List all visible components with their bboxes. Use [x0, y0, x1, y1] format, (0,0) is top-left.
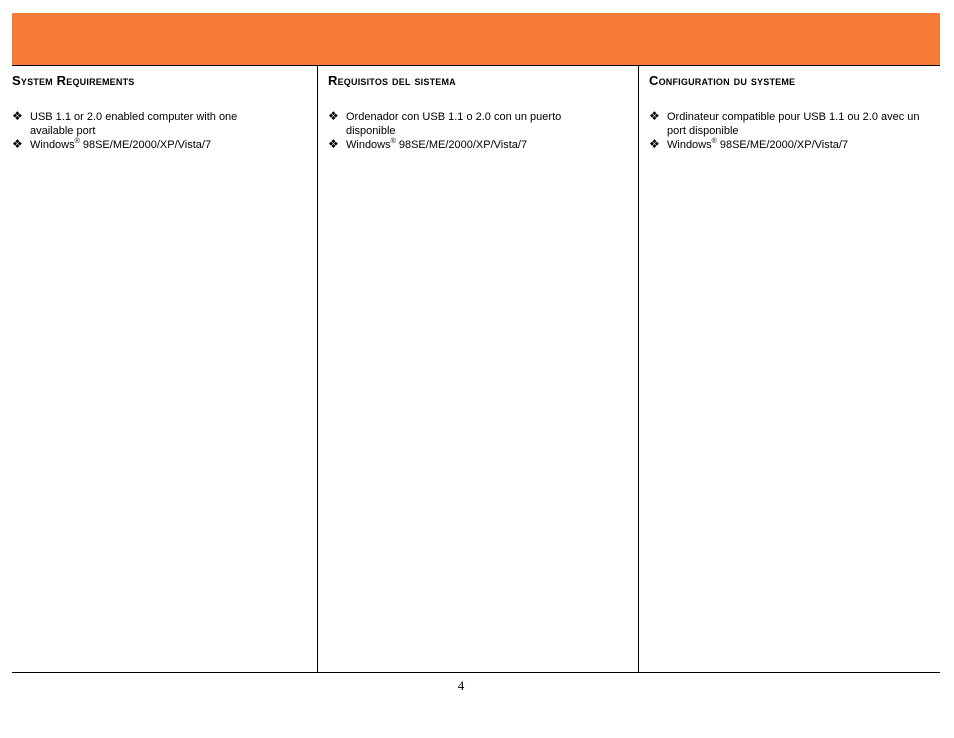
column-title: System Requirements [12, 73, 135, 88]
item-line: disponible [346, 125, 396, 137]
list-item [12, 138, 237, 152]
list-item [328, 138, 561, 152]
list-item [649, 110, 920, 138]
list-item [649, 138, 920, 152]
item-line: port disponible [667, 125, 739, 137]
bottom-divider [12, 672, 940, 673]
list-item [328, 110, 561, 138]
four-diamond-bullet-icon: ❖ [649, 137, 660, 151]
requirements-list [328, 110, 561, 152]
list-item [12, 110, 237, 138]
column-french [649, 66, 940, 672]
item-line: USB 1.1 or 2.0 enabled computer with one [30, 111, 238, 123]
four-diamond-bullet-icon: ❖ [649, 109, 660, 123]
column-divider-1 [317, 66, 318, 672]
requirements-list [12, 110, 237, 152]
page-number: 4 [457, 678, 465, 693]
column-title: Configuration du systeme [649, 73, 796, 88]
four-diamond-bullet-icon: ❖ [12, 109, 23, 123]
item-os-name: Windows [346, 139, 391, 151]
four-diamond-bullet-icon: ❖ [12, 137, 23, 151]
registered-mark: ® [74, 138, 80, 145]
item-line: available port [30, 125, 96, 137]
column-english [12, 66, 315, 672]
column-divider-2 [638, 66, 639, 672]
item-os-versions: 98SE/ME/2000/XP/Vista/7 [716, 139, 849, 151]
item-os-name: Windows [30, 139, 75, 151]
column-spanish [328, 66, 636, 672]
item-os-versions: 98SE/ME/2000/XP/Vista/7 [79, 139, 212, 151]
item-os-versions: 98SE/ME/2000/XP/Vista/7 [395, 139, 528, 151]
registered-mark: ® [711, 138, 717, 145]
item-line: Ordenador con USB 1.1 o 2.0 con un puerto [346, 111, 562, 123]
item-line: Ordinateur compatible pour USB 1.1 ou 2.0 avec un [667, 111, 920, 123]
header-banner [12, 13, 940, 65]
column-title: Requisitos del sistema [328, 73, 456, 88]
registered-mark: ® [390, 138, 396, 145]
four-diamond-bullet-icon: ❖ [328, 109, 339, 123]
item-os-name: Windows [667, 139, 712, 151]
requirements-list [649, 110, 920, 152]
four-diamond-bullet-icon: ❖ [328, 137, 339, 151]
